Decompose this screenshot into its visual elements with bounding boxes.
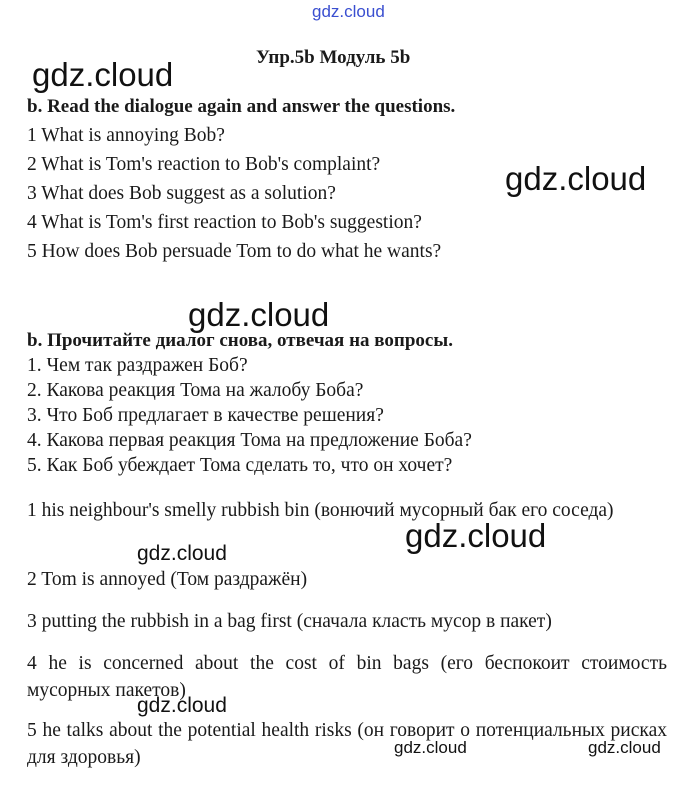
english-question: 5 How does Bob persuade Tom to do what he wants? <box>27 241 442 262</box>
english-question: 2 What is Tom's reaction to Bob's complaint? <box>27 154 381 175</box>
answer-4: 4 he is concerned about the cost of bin bags (его беспокоит стоимость мусорных пакетов) <box>27 653 667 701</box>
russian-question: 3. Что Боб предлагает в качестве решения? <box>27 405 384 426</box>
russian-question: 1. Чем так раздражен Боб? <box>27 355 248 376</box>
watermark-top: gdz.cloud <box>312 2 385 21</box>
russian-question: 5. Как Боб убеждает Тома сделать то, что он хочет? <box>27 455 453 476</box>
english-question: 4 What is Tom's first reaction to Bob's suggestion? <box>27 212 422 233</box>
watermark-small: gdz.cloud <box>394 738 467 757</box>
page-title: Упр.5b Модуль 5b <box>256 47 411 68</box>
answer-1: 1 his neighbour's smelly rubbish bin (вонючий мусорный бак его соседа) <box>27 500 614 521</box>
english-question: 3 What does Bob suggest as a solution? <box>27 183 336 204</box>
watermark-large: gdz.cloud <box>405 517 547 554</box>
watermark-large: gdz.cloud <box>505 160 647 197</box>
watermark-small: gdz.cloud <box>588 738 661 757</box>
answer-5: 5 he talks about the potential health risks (он говорит о потенциальных рисках для здоровья) <box>27 720 667 768</box>
watermark-medium: gdz.cloud <box>137 694 227 717</box>
russian-question: 4. Какова первая реакция Тома на предложение Боба? <box>27 430 472 451</box>
watermark-medium: gdz.cloud <box>137 542 227 565</box>
russian-heading: b. Прочитайте диалог снова, отвечая на вопросы. <box>27 330 453 351</box>
answer-2: 2 Tom is annoyed (Том раздражён) <box>27 569 308 590</box>
watermark-large: gdz.cloud <box>32 56 174 93</box>
english-heading: b. Read the dialogue again and answer the questions. <box>27 96 456 117</box>
answer-3: 3 putting the rubbish in a bag first (сначала класть мусор в пакет) <box>27 611 552 632</box>
russian-question: 2. Какова реакция Тома на жалобу Боба? <box>27 380 364 401</box>
watermark-large: gdz.cloud <box>188 296 330 333</box>
english-question: 1 What is annoying Bob? <box>27 125 225 146</box>
